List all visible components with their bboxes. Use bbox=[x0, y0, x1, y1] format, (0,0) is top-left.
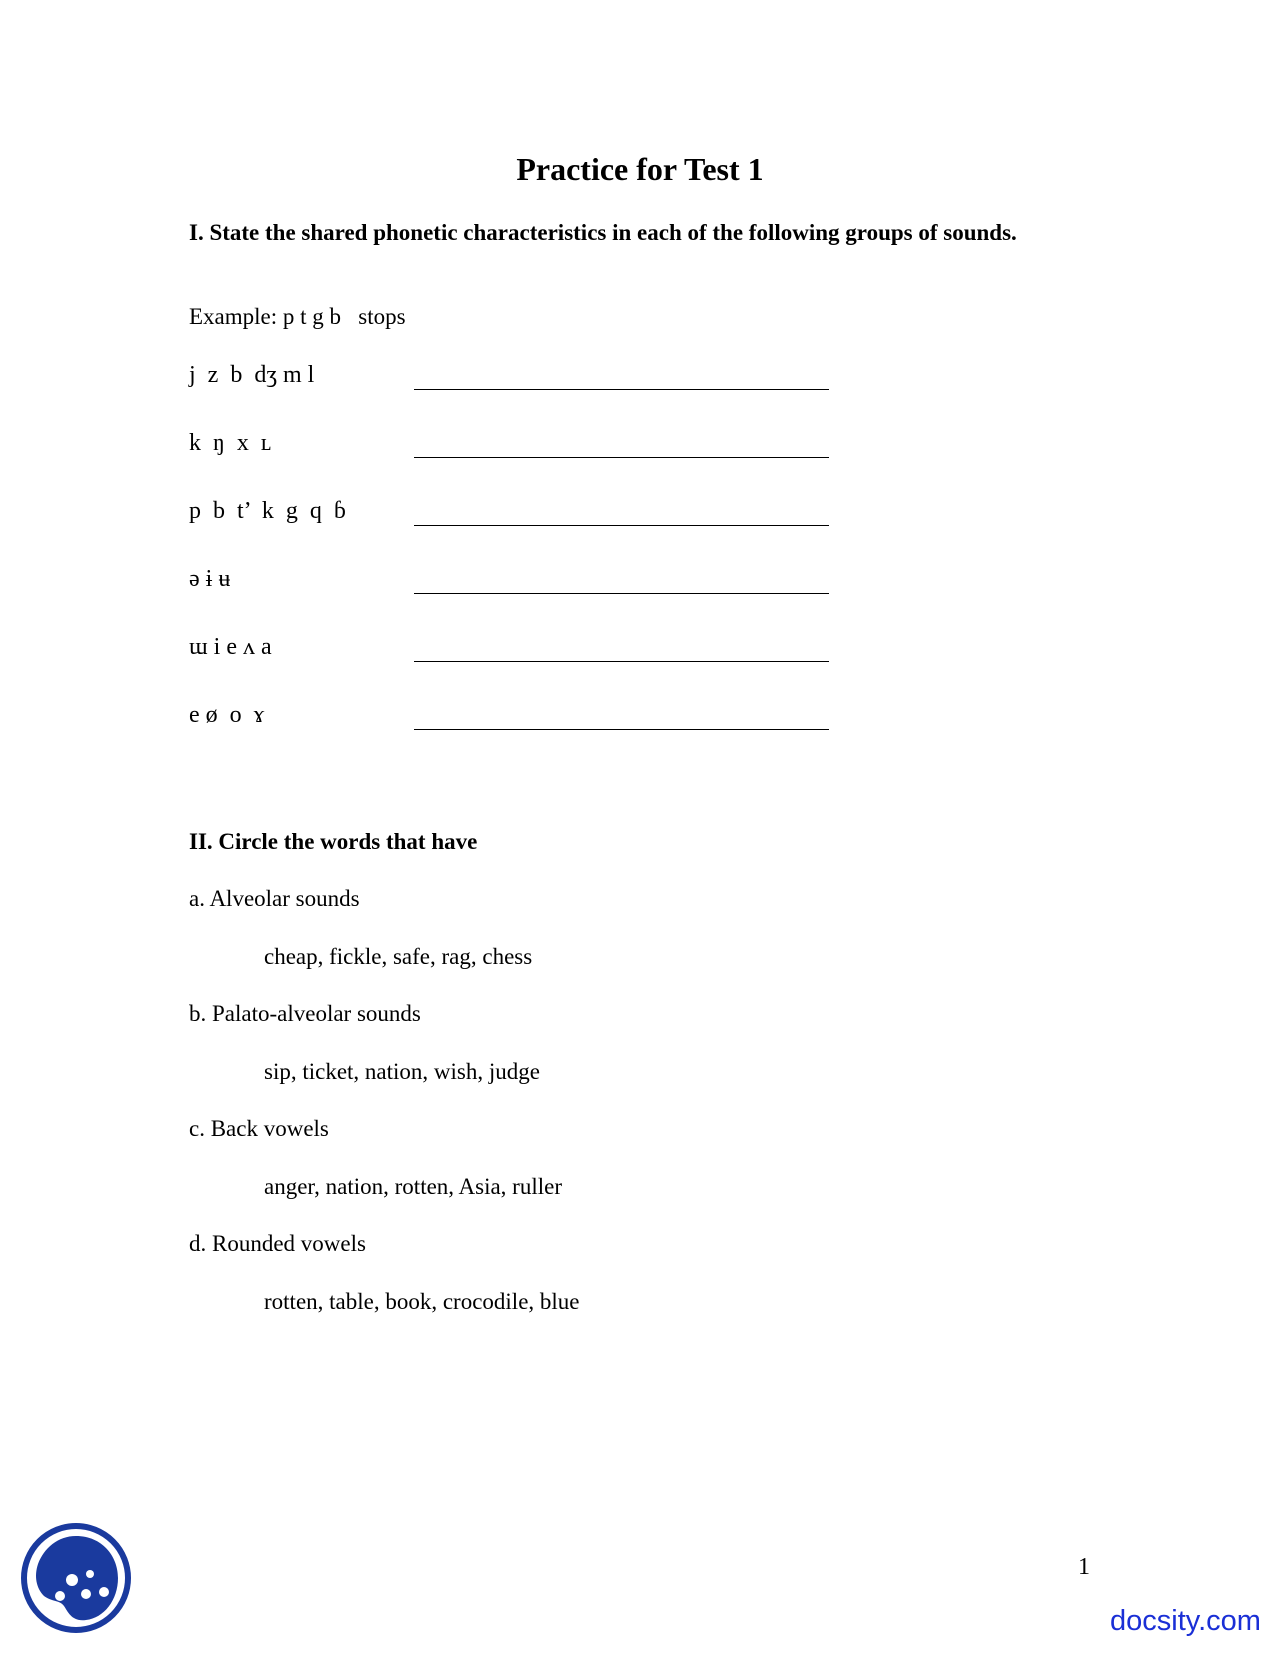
sound-group-symbols: k ŋ x ʟ bbox=[189, 430, 272, 456]
item-label: d. Rounded vowels bbox=[189, 1231, 366, 1256]
sound-group-symbols: ɯ i e ʌ a bbox=[189, 634, 272, 660]
item-label: b. Palato-alveolar sounds bbox=[189, 1001, 421, 1026]
sound-group-row bbox=[189, 632, 829, 672]
section-1-heading: I. State the shared phonetic characteristics in each of the following groups of sounds. bbox=[189, 220, 1017, 245]
sound-group-row bbox=[189, 564, 829, 604]
sound-group-row bbox=[189, 496, 829, 536]
answer-blank-line[interactable] bbox=[414, 525, 829, 526]
word-list: rotten, table, book, crocodile, blue bbox=[264, 1289, 580, 1314]
page-title: Practice for Test 1 bbox=[516, 151, 764, 187]
item-label: a. Alveolar sounds bbox=[189, 886, 360, 911]
sound-group-row bbox=[189, 700, 829, 740]
word-list: anger, nation, rotten, Asia, ruller bbox=[264, 1174, 562, 1199]
brand-link[interactable]: docsity.com bbox=[1110, 1605, 1261, 1637]
section-2-heading: II. Circle the words that have bbox=[189, 829, 478, 854]
sound-group-symbols: j z b dʒ m l bbox=[189, 362, 315, 388]
sound-group-row bbox=[189, 360, 829, 400]
sound-group-row bbox=[189, 428, 829, 468]
word-list: cheap, fickle, safe, rag, chess bbox=[264, 944, 533, 969]
sound-group-symbols: ə ɨ ʉ bbox=[189, 566, 231, 592]
example-line: Example: p t g b stops bbox=[189, 304, 406, 329]
answer-blank-line[interactable] bbox=[414, 389, 829, 390]
answer-blank-line[interactable] bbox=[414, 661, 829, 662]
word-list: sip, ticket, nation, wish, judge bbox=[264, 1059, 540, 1084]
sound-group-symbols: e ø o ɤ bbox=[189, 702, 265, 728]
page-number: 1 bbox=[1078, 1554, 1090, 1580]
item-label: c. Back vowels bbox=[189, 1116, 329, 1141]
sound-group-symbols: p b t’ k g q ɓ bbox=[189, 498, 346, 524]
answer-blank-line[interactable] bbox=[414, 593, 829, 594]
answer-blank-line[interactable] bbox=[414, 729, 829, 730]
docsity-logo-icon[interactable] bbox=[20, 1522, 132, 1634]
answer-blank-line[interactable] bbox=[414, 457, 829, 458]
